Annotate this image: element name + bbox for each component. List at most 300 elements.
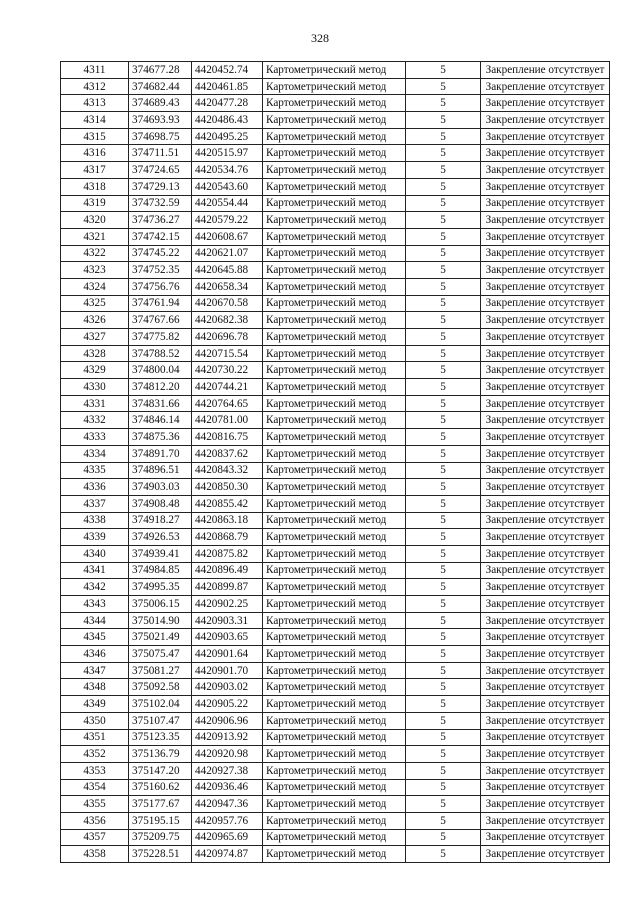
x-coordinate-cell: 375081.27 — [129, 662, 192, 679]
method-cell: Картометрический метод — [263, 646, 406, 663]
point-number-cell: 4321 — [61, 228, 129, 245]
x-coordinate-cell: 375177.67 — [129, 796, 192, 813]
accuracy-cell: 5 — [406, 395, 481, 412]
accuracy-cell: 5 — [406, 278, 481, 295]
y-coordinate-cell: 4420974.87 — [192, 846, 263, 863]
point-number-cell: 4327 — [61, 329, 129, 346]
table-row — [61, 662, 610, 679]
point-number-cell: 4317 — [61, 162, 129, 179]
y-coordinate-cell: 4420461.85 — [192, 78, 263, 95]
table-row — [61, 128, 610, 145]
fixing-cell: Закрепление отсутствует — [481, 729, 610, 746]
fixing-cell: Закрепление отсутствует — [481, 379, 610, 396]
method-cell: Картометрический метод — [263, 562, 406, 579]
x-coordinate-cell: 374729.13 — [129, 178, 192, 195]
fixing-cell: Закрепление отсутствует — [481, 262, 610, 279]
x-coordinate-cell: 375014.90 — [129, 612, 192, 629]
x-coordinate-cell: 374908.48 — [129, 495, 192, 512]
page-number: 328 — [311, 31, 329, 45]
point-number-cell: 4315 — [61, 128, 129, 145]
y-coordinate-cell: 4420816.75 — [192, 429, 263, 446]
y-coordinate-cell: 4420744.21 — [192, 379, 263, 396]
point-number-cell: 4341 — [61, 562, 129, 579]
fixing-cell: Закрепление отсутствует — [481, 228, 610, 245]
x-coordinate-cell: 375123.35 — [129, 729, 192, 746]
fixing-cell: Закрепление отсутствует — [481, 412, 610, 429]
y-coordinate-cell: 4420670.58 — [192, 295, 263, 312]
y-coordinate-cell: 4420906.96 — [192, 712, 263, 729]
accuracy-cell: 5 — [406, 646, 481, 663]
y-coordinate-cell: 4420495.25 — [192, 128, 263, 145]
y-coordinate-cell: 4420608.67 — [192, 228, 263, 245]
point-number-cell: 4312 — [61, 78, 129, 95]
x-coordinate-cell: 374682.44 — [129, 78, 192, 95]
table-row — [61, 462, 610, 479]
table-row — [61, 796, 610, 813]
table-row — [61, 312, 610, 329]
point-number-cell: 4320 — [61, 212, 129, 229]
method-cell: Картометрический метод — [263, 779, 406, 796]
accuracy-cell: 5 — [406, 679, 481, 696]
x-coordinate-cell: 374891.70 — [129, 445, 192, 462]
method-cell: Картометрический метод — [263, 278, 406, 295]
x-coordinate-cell: 374800.04 — [129, 362, 192, 379]
accuracy-cell: 5 — [406, 562, 481, 579]
method-cell: Картометрический метод — [263, 262, 406, 279]
y-coordinate-cell: 4420905.22 — [192, 696, 263, 713]
table-row — [61, 262, 610, 279]
table-row — [61, 696, 610, 713]
point-number-cell: 4331 — [61, 395, 129, 412]
fixing-cell: Закрепление отсутствует — [481, 612, 610, 629]
x-coordinate-cell: 374918.27 — [129, 512, 192, 529]
fixing-cell: Закрепление отсутствует — [481, 162, 610, 179]
table-row — [61, 729, 610, 746]
table-row — [61, 62, 610, 79]
point-number-cell: 4323 — [61, 262, 129, 279]
point-number-cell: 4349 — [61, 696, 129, 713]
fixing-cell: Закрепление отсутствует — [481, 779, 610, 796]
accuracy-cell: 5 — [406, 162, 481, 179]
table-row — [61, 812, 610, 829]
y-coordinate-cell: 4420579.22 — [192, 212, 263, 229]
x-coordinate-cell: 374767.66 — [129, 312, 192, 329]
accuracy-cell: 5 — [406, 462, 481, 479]
method-cell: Картометрический метод — [263, 812, 406, 829]
accuracy-cell: 5 — [406, 195, 481, 212]
accuracy-cell: 5 — [406, 295, 481, 312]
fixing-cell: Закрепление отсутствует — [481, 679, 610, 696]
accuracy-cell: 5 — [406, 128, 481, 145]
accuracy-cell: 5 — [406, 445, 481, 462]
table-row — [61, 178, 610, 195]
accuracy-cell: 5 — [406, 545, 481, 562]
fixing-cell: Закрепление отсутствует — [481, 329, 610, 346]
method-cell: Картометрический метод — [263, 329, 406, 346]
fixing-cell: Закрепление отсутствует — [481, 762, 610, 779]
accuracy-cell: 5 — [406, 829, 481, 846]
table-row — [61, 679, 610, 696]
x-coordinate-cell: 375136.79 — [129, 746, 192, 763]
y-coordinate-cell: 4420515.97 — [192, 145, 263, 162]
method-cell: Картометрический метод — [263, 345, 406, 362]
table-row — [61, 379, 610, 396]
y-coordinate-cell: 4420868.79 — [192, 529, 263, 546]
table-row — [61, 162, 610, 179]
method-cell: Картометрический метод — [263, 762, 406, 779]
x-coordinate-cell: 374926.53 — [129, 529, 192, 546]
point-number-cell: 4311 — [61, 62, 129, 79]
point-number-cell: 4325 — [61, 295, 129, 312]
table-row — [61, 829, 610, 846]
fixing-cell: Закрепление отсутствует — [481, 479, 610, 496]
x-coordinate-cell: 375195.15 — [129, 812, 192, 829]
x-coordinate-cell: 374745.22 — [129, 245, 192, 262]
x-coordinate-cell: 374875.36 — [129, 429, 192, 446]
y-coordinate-cell: 4420452.74 — [192, 62, 263, 79]
method-cell: Картометрический метод — [263, 95, 406, 112]
x-coordinate-cell: 374689.43 — [129, 95, 192, 112]
y-coordinate-cell: 4420957.76 — [192, 812, 263, 829]
fixing-cell: Закрепление отсутствует — [481, 462, 610, 479]
table-row — [61, 112, 610, 129]
table-row — [61, 412, 610, 429]
x-coordinate-cell: 374846.14 — [129, 412, 192, 429]
fixing-cell: Закрепление отсутствует — [481, 395, 610, 412]
table-row — [61, 78, 610, 95]
x-coordinate-cell: 374736.27 — [129, 212, 192, 229]
x-coordinate-cell: 375160.62 — [129, 779, 192, 796]
point-number-cell: 4347 — [61, 662, 129, 679]
fixing-cell: Закрепление отсутствует — [481, 596, 610, 613]
method-cell: Картометрический метод — [263, 228, 406, 245]
fixing-cell: Закрепление отсутствует — [481, 545, 610, 562]
accuracy-cell: 5 — [406, 412, 481, 429]
y-coordinate-cell: 4420903.65 — [192, 629, 263, 646]
y-coordinate-cell: 4420863.18 — [192, 512, 263, 529]
table-row — [61, 596, 610, 613]
x-coordinate-cell: 374995.35 — [129, 579, 192, 596]
accuracy-cell: 5 — [406, 429, 481, 446]
accuracy-cell: 5 — [406, 245, 481, 262]
x-coordinate-cell: 374752.35 — [129, 262, 192, 279]
x-coordinate-cell: 375075.47 — [129, 646, 192, 663]
method-cell: Картометрический метод — [263, 395, 406, 412]
y-coordinate-cell: 4420696.78 — [192, 329, 263, 346]
x-coordinate-cell: 375102.04 — [129, 696, 192, 713]
accuracy-cell: 5 — [406, 112, 481, 129]
fixing-cell: Закрепление отсутствует — [481, 746, 610, 763]
method-cell: Картометрический метод — [263, 495, 406, 512]
table-row — [61, 712, 610, 729]
fixing-cell: Закрепление отсутствует — [481, 178, 610, 195]
x-coordinate-cell: 374732.59 — [129, 195, 192, 212]
accuracy-cell: 5 — [406, 95, 481, 112]
x-coordinate-cell: 374724.65 — [129, 162, 192, 179]
method-cell: Картометрический метод — [263, 62, 406, 79]
table-row — [61, 545, 610, 562]
fixing-cell: Закрепление отсутствует — [481, 278, 610, 295]
y-coordinate-cell: 4420902.25 — [192, 596, 263, 613]
x-coordinate-cell: 374984.85 — [129, 562, 192, 579]
table-row — [61, 646, 610, 663]
y-coordinate-cell: 4420843.32 — [192, 462, 263, 479]
y-coordinate-cell: 4420658.34 — [192, 278, 263, 295]
method-cell: Картометрический метод — [263, 479, 406, 496]
accuracy-cell: 5 — [406, 612, 481, 629]
table-row — [61, 145, 610, 162]
fixing-cell: Закрепление отсутствует — [481, 696, 610, 713]
point-number-cell: 4328 — [61, 345, 129, 362]
method-cell: Картометрический метод — [263, 362, 406, 379]
method-cell: Картометрический метод — [263, 579, 406, 596]
accuracy-cell: 5 — [406, 596, 481, 613]
accuracy-cell: 5 — [406, 796, 481, 813]
accuracy-cell: 5 — [406, 662, 481, 679]
method-cell: Картометрический метод — [263, 195, 406, 212]
accuracy-cell: 5 — [406, 696, 481, 713]
point-number-cell: 4337 — [61, 495, 129, 512]
y-coordinate-cell: 4420947.36 — [192, 796, 263, 813]
point-number-cell: 4352 — [61, 746, 129, 763]
table-row — [61, 529, 610, 546]
method-cell: Картометрический метод — [263, 379, 406, 396]
table-row — [61, 512, 610, 529]
point-number-cell: 4330 — [61, 379, 129, 396]
y-coordinate-cell: 4420837.62 — [192, 445, 263, 462]
method-cell: Картометрический метод — [263, 612, 406, 629]
method-cell: Картометрический метод — [263, 162, 406, 179]
y-coordinate-cell: 4420543.60 — [192, 178, 263, 195]
method-cell: Картометрический метод — [263, 178, 406, 195]
coordinates-table-body — [61, 62, 610, 863]
x-coordinate-cell: 375107.47 — [129, 712, 192, 729]
method-cell: Картометрический метод — [263, 712, 406, 729]
fixing-cell: Закрепление отсутствует — [481, 512, 610, 529]
fixing-cell: Закрепление отсутствует — [481, 62, 610, 79]
point-number-cell: 4342 — [61, 579, 129, 596]
point-number-cell: 4343 — [61, 596, 129, 613]
point-number-cell: 4348 — [61, 679, 129, 696]
y-coordinate-cell: 4420477.28 — [192, 95, 263, 112]
accuracy-cell: 5 — [406, 62, 481, 79]
y-coordinate-cell: 4420896.49 — [192, 562, 263, 579]
table-row — [61, 295, 610, 312]
x-coordinate-cell: 374903.03 — [129, 479, 192, 496]
y-coordinate-cell: 4420621.07 — [192, 245, 263, 262]
table-row — [61, 95, 610, 112]
method-cell: Картометрический метод — [263, 545, 406, 562]
accuracy-cell: 5 — [406, 812, 481, 829]
point-number-cell: 4333 — [61, 429, 129, 446]
y-coordinate-cell: 4420764.65 — [192, 395, 263, 412]
table-row — [61, 278, 610, 295]
y-coordinate-cell: 4420730.22 — [192, 362, 263, 379]
y-coordinate-cell: 4420936.46 — [192, 779, 263, 796]
accuracy-cell: 5 — [406, 746, 481, 763]
x-coordinate-cell: 375228.51 — [129, 846, 192, 863]
x-coordinate-cell: 374775.82 — [129, 329, 192, 346]
table-row — [61, 579, 610, 596]
method-cell: Картометрический метод — [263, 312, 406, 329]
point-number-cell: 4329 — [61, 362, 129, 379]
y-coordinate-cell: 4420682.38 — [192, 312, 263, 329]
method-cell: Картометрический метод — [263, 829, 406, 846]
table-row — [61, 245, 610, 262]
method-cell: Картометрический метод — [263, 128, 406, 145]
table-row — [61, 212, 610, 229]
accuracy-cell: 5 — [406, 145, 481, 162]
x-coordinate-cell: 374939.41 — [129, 545, 192, 562]
y-coordinate-cell: 4420901.70 — [192, 662, 263, 679]
fixing-cell: Закрепление отсутствует — [481, 195, 610, 212]
fixing-cell: Закрепление отсутствует — [481, 78, 610, 95]
point-number-cell: 4344 — [61, 612, 129, 629]
y-coordinate-cell: 4420903.31 — [192, 612, 263, 629]
fixing-cell: Закрепление отсутствует — [481, 429, 610, 446]
method-cell: Картометрический метод — [263, 245, 406, 262]
method-cell: Картометрический метод — [263, 429, 406, 446]
point-number-cell: 4358 — [61, 846, 129, 863]
accuracy-cell: 5 — [406, 312, 481, 329]
table-row — [61, 479, 610, 496]
x-coordinate-cell: 374761.94 — [129, 295, 192, 312]
fixing-cell: Закрепление отсутствует — [481, 646, 610, 663]
x-coordinate-cell: 374711.51 — [129, 145, 192, 162]
table-row — [61, 329, 610, 346]
x-coordinate-cell: 374831.66 — [129, 395, 192, 412]
point-number-cell: 4356 — [61, 812, 129, 829]
method-cell: Картометрический метод — [263, 796, 406, 813]
accuracy-cell: 5 — [406, 512, 481, 529]
fixing-cell: Закрепление отсутствует — [481, 345, 610, 362]
x-coordinate-cell: 374677.28 — [129, 62, 192, 79]
y-coordinate-cell: 4420486.43 — [192, 112, 263, 129]
fixing-cell: Закрепление отсутствует — [481, 295, 610, 312]
accuracy-cell: 5 — [406, 362, 481, 379]
x-coordinate-cell: 375092.58 — [129, 679, 192, 696]
x-coordinate-cell: 375147.20 — [129, 762, 192, 779]
point-number-cell: 4326 — [61, 312, 129, 329]
fixing-cell: Закрепление отсутствует — [481, 128, 610, 145]
point-number-cell: 4332 — [61, 412, 129, 429]
point-number-cell: 4338 — [61, 512, 129, 529]
point-number-cell: 4355 — [61, 796, 129, 813]
table-row — [61, 762, 610, 779]
point-number-cell: 4319 — [61, 195, 129, 212]
point-number-cell: 4354 — [61, 779, 129, 796]
method-cell: Картометрический метод — [263, 662, 406, 679]
accuracy-cell: 5 — [406, 779, 481, 796]
y-coordinate-cell: 4420715.54 — [192, 345, 263, 362]
fixing-cell: Закрепление отсутствует — [481, 562, 610, 579]
method-cell: Картометрический метод — [263, 596, 406, 613]
accuracy-cell: 5 — [406, 212, 481, 229]
point-number-cell: 4351 — [61, 729, 129, 746]
method-cell: Картометрический метод — [263, 112, 406, 129]
point-number-cell: 4345 — [61, 629, 129, 646]
fixing-cell: Закрепление отсутствует — [481, 846, 610, 863]
method-cell: Картометрический метод — [263, 145, 406, 162]
fixing-cell: Закрепление отсутствует — [481, 529, 610, 546]
y-coordinate-cell: 4420965.69 — [192, 829, 263, 846]
y-coordinate-cell: 4420903.02 — [192, 679, 263, 696]
method-cell: Картометрический метод — [263, 529, 406, 546]
method-cell: Картометрический метод — [263, 78, 406, 95]
fixing-cell: Закрепление отсутствует — [481, 362, 610, 379]
accuracy-cell: 5 — [406, 178, 481, 195]
table-row — [61, 746, 610, 763]
y-coordinate-cell: 4420927.38 — [192, 762, 263, 779]
accuracy-cell: 5 — [406, 228, 481, 245]
table-row — [61, 445, 610, 462]
method-cell: Картометрический метод — [263, 679, 406, 696]
fixing-cell: Закрепление отсутствует — [481, 812, 610, 829]
x-coordinate-cell: 375021.49 — [129, 629, 192, 646]
accuracy-cell: 5 — [406, 712, 481, 729]
point-number-cell: 4335 — [61, 462, 129, 479]
method-cell: Картометрический метод — [263, 462, 406, 479]
point-number-cell: 4334 — [61, 445, 129, 462]
table-row — [61, 629, 610, 646]
method-cell: Картометрический метод — [263, 412, 406, 429]
y-coordinate-cell: 4420920.98 — [192, 746, 263, 763]
accuracy-cell: 5 — [406, 846, 481, 863]
coordinates-table — [60, 61, 610, 863]
y-coordinate-cell: 4420875.82 — [192, 545, 263, 562]
y-coordinate-cell: 4420913.92 — [192, 729, 263, 746]
y-coordinate-cell: 4420554.44 — [192, 195, 263, 212]
table-row — [61, 562, 610, 579]
y-coordinate-cell: 4420901.64 — [192, 646, 263, 663]
method-cell: Картометрический метод — [263, 629, 406, 646]
fixing-cell: Закрепление отсутствует — [481, 629, 610, 646]
table-row — [61, 779, 610, 796]
x-coordinate-cell: 375006.15 — [129, 596, 192, 613]
method-cell: Картометрический метод — [263, 445, 406, 462]
y-coordinate-cell: 4420781.00 — [192, 412, 263, 429]
point-number-cell: 4313 — [61, 95, 129, 112]
point-number-cell: 4322 — [61, 245, 129, 262]
point-number-cell: 4339 — [61, 529, 129, 546]
method-cell: Картометрический метод — [263, 729, 406, 746]
x-coordinate-cell: 374698.75 — [129, 128, 192, 145]
fixing-cell: Закрепление отсутствует — [481, 662, 610, 679]
accuracy-cell: 5 — [406, 479, 481, 496]
table-row — [61, 195, 610, 212]
point-number-cell: 4316 — [61, 145, 129, 162]
x-coordinate-cell: 374896.51 — [129, 462, 192, 479]
table-row — [61, 612, 610, 629]
x-coordinate-cell: 374742.15 — [129, 228, 192, 245]
method-cell: Картометрический метод — [263, 846, 406, 863]
y-coordinate-cell: 4420850.30 — [192, 479, 263, 496]
accuracy-cell: 5 — [406, 379, 481, 396]
y-coordinate-cell: 4420899.87 — [192, 579, 263, 596]
x-coordinate-cell: 374756.76 — [129, 278, 192, 295]
y-coordinate-cell: 4420534.76 — [192, 162, 263, 179]
fixing-cell: Закрепление отсутствует — [481, 312, 610, 329]
table-row — [61, 495, 610, 512]
point-number-cell: 4346 — [61, 646, 129, 663]
point-number-cell: 4350 — [61, 712, 129, 729]
fixing-cell: Закрепление отсутствует — [481, 829, 610, 846]
method-cell: Картометрический метод — [263, 295, 406, 312]
method-cell: Картометрический метод — [263, 696, 406, 713]
table-row — [61, 429, 610, 446]
method-cell: Картометрический метод — [263, 512, 406, 529]
accuracy-cell: 5 — [406, 78, 481, 95]
